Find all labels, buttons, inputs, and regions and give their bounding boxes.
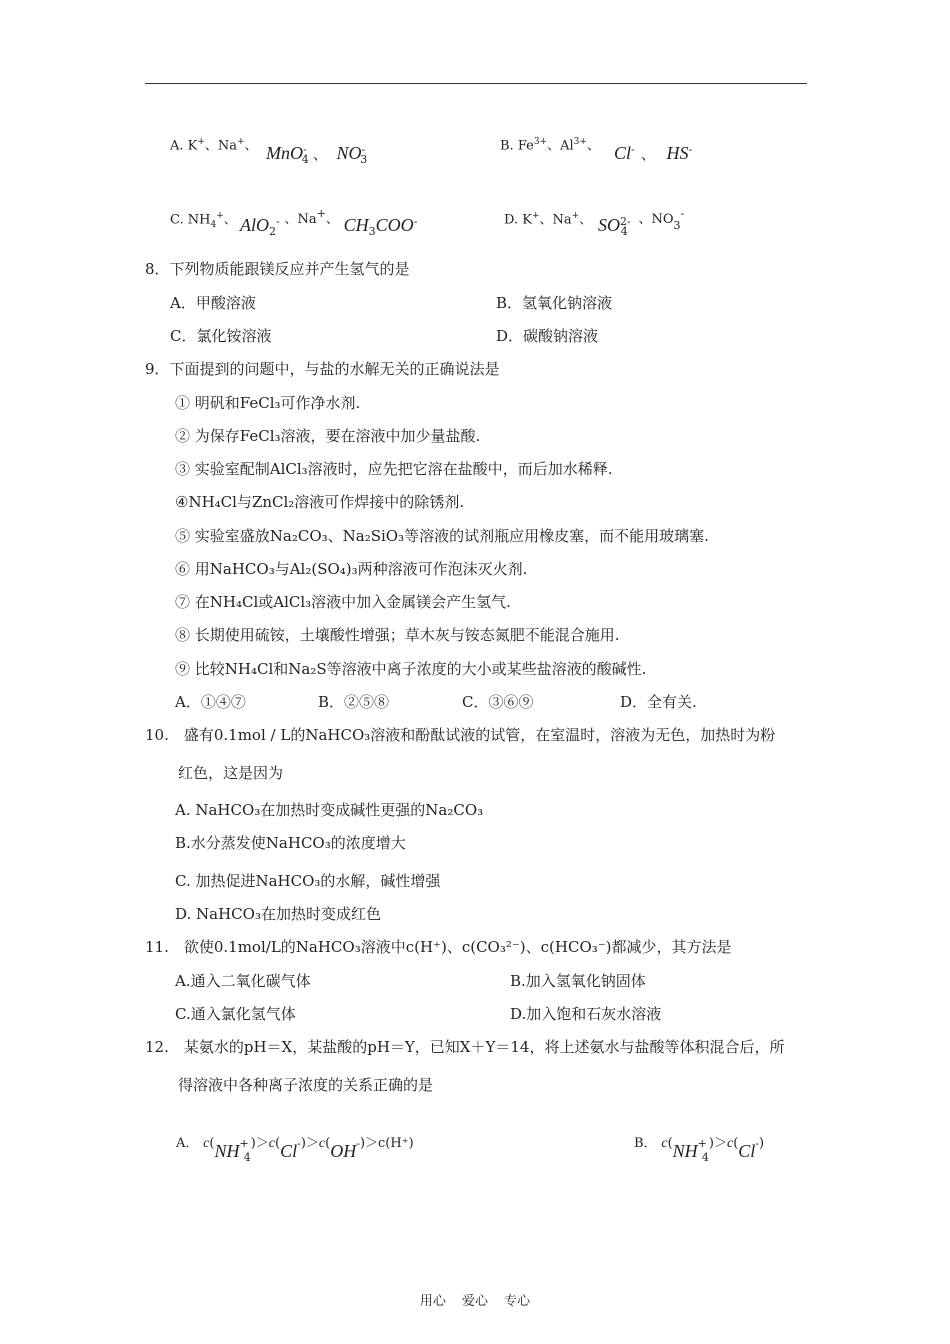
q8-option-d: D．碳酸钠溶液 — [496, 327, 599, 345]
q9-stem: 9．下面提到的问题中，与盐的水解无关的正确说法是 — [145, 360, 500, 378]
q9-item-7: ⑦ 在NH₄Cl或AlCl₃溶液中加入金属镁会产生氢气. — [175, 593, 511, 611]
q10-option-c: C. 加热促进NaHCO₃的水解，碱性增强 — [175, 872, 441, 890]
q10-option-d: D. NaHCO₃在加热时变成红色 — [175, 905, 381, 923]
q9-item-8: ⑧ 长期使用硫铵，土壤酸性增强；草木灰与铵态氮肥不能混合施用. — [175, 626, 620, 644]
q7-option-d-ions: $SO^{2-}_4$ 、$NO_3^-$ — [598, 207, 685, 238]
q8-option-a: A．甲酸溶液 — [170, 294, 256, 312]
q9-item-1: ① 明矾和FeCl₃可作净水剂. — [175, 394, 361, 412]
q7-option-c: C. $NH_4^+$、 — [170, 211, 237, 230]
q11-option-c: C.通入氯化氢气体 — [175, 1005, 296, 1023]
q9-item-3: ③ 实验室配制AlCl₃溶液时，应先把它溶在盐酸中，而后加水稀释. — [175, 460, 613, 478]
q9-item-6: ⑥ 用NaHCO₃与Al₂(SO₄)₃两种溶液可作泡沫灭火剂. — [175, 560, 528, 578]
q7-option-b: B. $Fe^{3+}$、$Al^{3+}$、 — [500, 137, 600, 154]
q11-option-a: A.通入二氧化碳气体 — [175, 972, 311, 990]
q10-option-b: B.水分蒸发使NaHCO₃的浓度增大 — [175, 834, 406, 852]
q7-option-a-ions: MnO-$_4$ 、 $NO^-_3$ — [266, 143, 368, 166]
q7-option-b-ions: Cl- 、 HS- — [614, 143, 693, 163]
q8-option-c: C．氯化铵溶液 — [170, 327, 272, 345]
header-rule — [145, 83, 807, 84]
q12-option-b: B． $c(NH^+_4)>c(Cl^-)$ — [634, 1136, 765, 1164]
q9-option-a: A．①④⑦ — [175, 693, 246, 711]
q8-stem: 8．下列物质能跟镁反应并产生氢气的是 — [145, 260, 410, 278]
q10-option-a: A. NaHCO₃在加热时变成碱性更强的Na₂CO₃ — [175, 801, 484, 819]
q12-stem-line1: 12. 某氨水的pH＝X，某盐酸的pH＝Y，已知X＋Y＝14，将上述氨水与盐酸等体积混合后，所 — [145, 1038, 785, 1056]
footer-word-3: 专心 — [504, 1294, 531, 1309]
q11-stem: 11. 欲使0.1mol/L的NaHCO₃溶液中c(H⁺)、c(CO₃²⁻)、c(HCO₃⁻)都减少，其方法是 — [145, 938, 732, 956]
q9-option-b: B．②⑤⑧ — [318, 693, 390, 711]
footer-word-2: 爱心 — [461, 1294, 488, 1309]
q7-option-d: D. K+、Na+、 — [504, 211, 593, 228]
q9-option-d: D．全有关. — [620, 693, 697, 711]
q12-option-a: A． $c(NH^+_4)>c(Cl^-)>c(OH^-)>c(H^+)$ — [176, 1136, 414, 1164]
q10-stem-line2: 红色，这是因为 — [178, 764, 284, 782]
q9-item-5: ⑤ 实验室盛放Na₂CO₃、Na₂SiO₃等溶液的试剂瓶应用橡皮塞，而不能用玻璃塞. — [175, 527, 709, 545]
q7-option-a: A. K+、Na+、 — [170, 137, 258, 154]
q9-item-2: ② 为保存FeCl₃溶液，要在溶液中加少量盐酸. — [175, 427, 481, 445]
q11-option-d: D.加入饱和石灰水溶液 — [510, 1005, 662, 1023]
q9-option-c: C．③⑥⑨ — [462, 693, 534, 711]
q11-option-b: B.加入氢氧化钠固体 — [510, 972, 646, 990]
q8-option-b: B．氢氧化钠溶液 — [496, 294, 613, 312]
q10-stem-line1: 10. 盛有0.1mol / L的NaHCO₃溶液和酚酞试液的试管，在室温时，溶液为无色，加热时为粉 — [145, 726, 776, 744]
q9-item-9: ⑨ 比较NH₄Cl和Na₂S等溶液中离子浓度的大小或某些盐溶液的酸碱性. — [175, 660, 647, 678]
q12-stem-line2: 得溶液中各种离子浓度的关系正确的是 — [178, 1076, 434, 1094]
page-footer — [0, 1290, 950, 1309]
footer-word-1: 用心 — [419, 1294, 446, 1309]
q9-item-4: ④NH₄Cl与ZnCl₂溶液可作焊接中的除锈剂. — [175, 493, 465, 511]
q7-option-c-ions: AlO$_2$- 、Na+、 $CH_3COO^-$ — [240, 207, 418, 238]
